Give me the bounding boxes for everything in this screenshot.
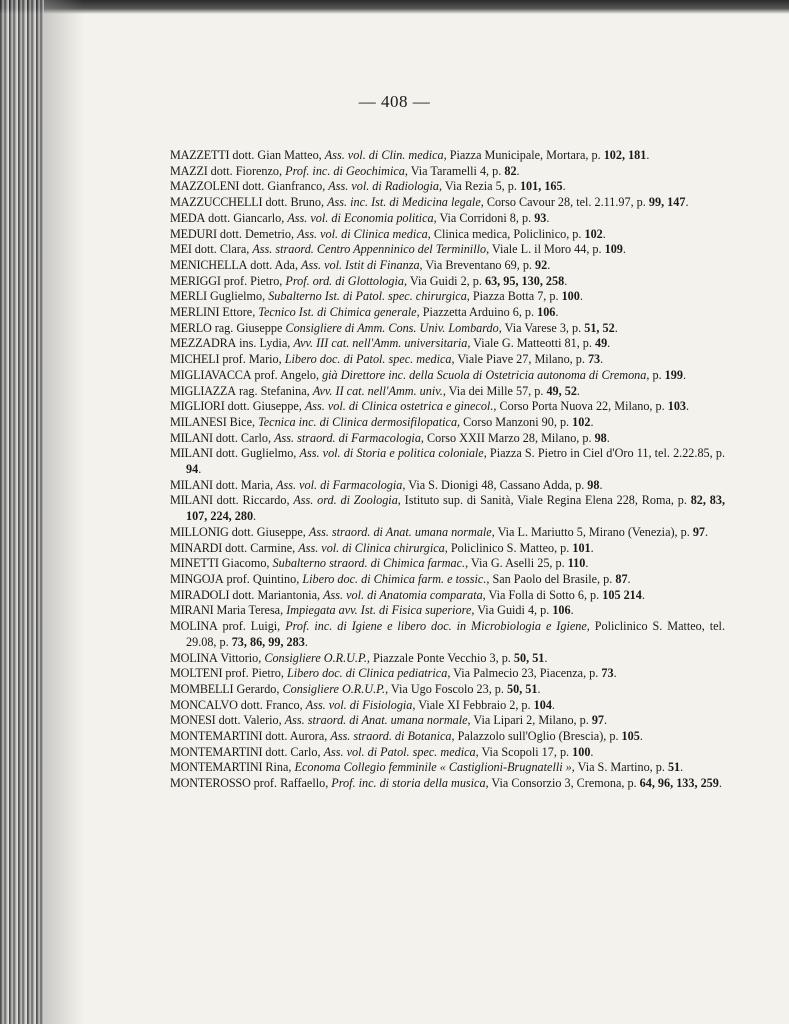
entry-title: Maria Teresa, (213, 603, 287, 618)
index-entry (170, 760, 725, 776)
entry-pages: 82, 83, 107, 224, 280 (186, 493, 725, 524)
entry-pages: 82 (504, 163, 517, 178)
entry-end: . (646, 148, 650, 162)
entry-end: . (537, 681, 541, 696)
entry-end: . (602, 226, 606, 241)
entry-role: Libero doc. di Chimica farm. e tossic. (302, 571, 487, 586)
entry-end: . (641, 587, 645, 602)
entry-address: , Via Guidi 4, p. (471, 603, 553, 618)
entry-address: , Corso Porta Nuova 22, Milano, p. (493, 399, 668, 414)
entry-end: . (614, 320, 618, 335)
entry-title: dott. Gian Matteo, (229, 148, 325, 162)
entry-role: Ass. straord. Centro Appenninico del Terminillo (252, 242, 487, 257)
entry-end: . (570, 603, 574, 618)
entry-end: . (585, 556, 589, 571)
entry-role: Ass. inc. Ist. di Medicina legale (327, 195, 481, 210)
entry-pages: 109 (604, 242, 623, 257)
entry-name: MENICHELLA (170, 257, 248, 272)
entry-address: , Piazza Botta 7, p. (466, 289, 562, 304)
entry-address: , Corso Manzoni 90, p. (457, 414, 573, 429)
entry-name: MIGLIORI (170, 399, 225, 414)
entry-title: Rina, (262, 760, 295, 775)
entry-name: MONESI (170, 713, 216, 728)
entry-name: MONTEMARTINI (170, 760, 263, 775)
entry-title: Giacomo, (218, 556, 273, 571)
entry-name: MOLINA (170, 650, 218, 665)
index-entry (170, 603, 725, 619)
entry-name: MERLINI (170, 305, 220, 320)
entry-address: , Via Taramelli 4, p. (404, 163, 505, 178)
index-entry (170, 525, 725, 541)
entry-address: , Viale G. Matteotti 81, p. (467, 336, 595, 351)
entry-title: Vittorio, (217, 650, 265, 665)
entry-title: rag. Stefanina, (235, 383, 313, 398)
entry-role: Ass. vol. Istit di Finanza (301, 257, 420, 272)
entry-end: . (639, 729, 643, 744)
entry-title: dott. Gianfranco, (239, 179, 329, 194)
entry-end: . (627, 571, 631, 586)
entry-name: MOLTENI (170, 666, 223, 681)
entry-name: MILANI (170, 493, 213, 508)
entry-pages: 102, 181 (603, 148, 647, 162)
index-entry (170, 651, 725, 667)
entry-name: MONTEROSSO (170, 776, 251, 791)
entry-role: Libero doc. di Patol. spec. medica (284, 352, 452, 367)
entry-role: Ass. straord. di Anat. umana normale (284, 713, 468, 728)
index-entry (170, 305, 725, 321)
entry-pages: 105 214 (602, 587, 642, 602)
entry-pages: 105 (621, 729, 640, 744)
index-entry (170, 242, 725, 258)
entry-title: prof. Pietro, (222, 666, 287, 681)
entry-end: . (555, 305, 559, 320)
entry-pages: 73 (601, 666, 614, 681)
entry-name: MAZZETTI (170, 148, 230, 162)
index-entry (170, 415, 725, 431)
index-entry (170, 713, 725, 729)
index-entry (170, 289, 725, 305)
entry-address: , Via Breventano 69, p. (419, 257, 536, 272)
entry-role: Subalterno straord. di Chimica farmac. (272, 556, 466, 571)
entry-pages: 64, 96, 133, 259 (639, 776, 719, 791)
entry-title: dott. Riccardo, (212, 493, 294, 508)
entry-address: , Via Rezia 5, p. (439, 179, 520, 194)
entry-pages: 49 (594, 336, 608, 351)
entry-title: dott. Bruno, (262, 195, 328, 210)
entry-address: , Viale Piave 27, Milano, p. (451, 352, 588, 367)
entry-pages: 97 (591, 713, 605, 728)
entry-name: MICHELI (170, 352, 220, 367)
entry-address: , Palazzolo sull'Oglio (Brescia), p. (451, 729, 622, 744)
entry-role: Ass. vol. di Clinica medica (297, 226, 428, 241)
entry-title: Guglielmo, (206, 289, 269, 304)
entry-role: Ass. vol. di Patol. spec. medica (323, 744, 476, 759)
index-entry (170, 321, 725, 337)
scan-binding-shadow (44, 0, 84, 1024)
entry-address: , Via Consorzio 3, Cremona, p. (485, 776, 640, 791)
entry-name: MAZZI (170, 163, 208, 178)
entry-pages: 110 (567, 556, 586, 571)
entry-end: . (253, 509, 257, 524)
entry-pages: 100 (572, 744, 591, 759)
entry-pages: 50, 51 (513, 650, 545, 665)
entry-role: Prof. inc. di Igiene e libero doc. in Microbiologia e Igiene (285, 619, 587, 634)
entry-name: MIRANI (170, 603, 214, 618)
entry-pages: 104 (533, 697, 552, 712)
index-entry (170, 164, 725, 180)
entry-role: Consigliere di Amm. Cons. Univ. Lombardo (285, 320, 499, 335)
index-entry (170, 352, 725, 368)
index-entry (170, 368, 725, 384)
entry-name: MINARDI (170, 540, 223, 555)
entry-pages: 92 (535, 257, 548, 272)
entry-address: , Via G. Aselli 25, p. (465, 556, 568, 571)
entry-role: Impiegata avv. Ist. di Fisica superiore (286, 603, 472, 618)
entry-title: dott. Guglielmo, (212, 446, 300, 461)
entry-pages: 199 (664, 367, 683, 382)
entry-pages: 102 (584, 226, 603, 241)
entry-role: Subalterno Ist. di Patol. spec. chirurgica (268, 289, 467, 304)
entry-role: Ass. straord. di Anat. umana normale (308, 524, 492, 539)
entry-title: prof. Mario, (219, 352, 285, 367)
entry-pages: 93 (534, 210, 547, 225)
entry-end: . (705, 524, 709, 539)
entry-pages: 99, 147 (648, 195, 686, 210)
entry-role: Ass. vol. di Radiologia (328, 179, 439, 194)
entry-pages: 51, 52 (584, 320, 615, 335)
entry-pages: 94 (186, 462, 199, 477)
entry-address: , Policlinico S. Matteo, tel. 29.08, p. (186, 619, 725, 649)
entry-end: . (516, 163, 520, 178)
entry-pages: 49, 52 (546, 383, 577, 398)
page-number: — 408 — (358, 92, 431, 111)
entry-name: MERLO (170, 320, 212, 335)
entry-role: Avv. II cat. nell'Amm. univ. (312, 383, 443, 398)
index-entry (170, 399, 725, 415)
entry-address: , Piazzetta Arduino 6, p. (416, 305, 538, 320)
index-entry (170, 698, 725, 714)
entry-end: . (551, 697, 555, 712)
entry-end: . (304, 634, 308, 649)
entry-title: dott. Valerio, (215, 713, 285, 728)
entry-address: , Via S. Martino, p. (571, 760, 668, 775)
entry-end: . (686, 399, 690, 414)
entry-address: , Corso XXII Marzo 28, Milano, p. (420, 430, 595, 445)
entry-name: MILANESI (170, 414, 227, 429)
entry-pages: 50, 51 (507, 681, 538, 696)
entry-role: Consigliere O.R.U.P. (264, 650, 367, 665)
index-entry (170, 541, 725, 557)
entry-pages: 98 (587, 477, 600, 492)
entry-title: Bice, (226, 414, 259, 429)
entry-title: dott. Giuseppe, (228, 524, 309, 539)
entry-address: , Via Lipari 2, Milano, p. (467, 713, 592, 728)
entry-address: , Clinica medica, Policlinico, p. (427, 226, 585, 241)
entry-end: . (685, 195, 689, 210)
entry-pages: 103 (667, 399, 686, 414)
entry-end: . (590, 744, 594, 759)
entry-title: prof. Pietro, (220, 273, 286, 288)
index-entry (170, 148, 725, 164)
entry-title: ins. Lydia, (236, 336, 294, 351)
entry-end: . (579, 289, 583, 304)
entry-role: Ass. vol. di Storia e politica coloniale (299, 446, 484, 461)
entry-address: , Viale XI Febbraio 2, p. (412, 697, 534, 712)
entry-title: dott. Aurora, (262, 729, 331, 744)
entry-role: Ass. straord. di Farmacologia (274, 430, 421, 445)
entry-name: MIGLIAVACCA (170, 367, 252, 382)
index-entry (170, 179, 725, 195)
index-entry (170, 776, 725, 792)
entry-title: dott. Demetrio, (216, 226, 298, 241)
entry-title: dott. Franco, (237, 697, 306, 712)
index-entries (170, 148, 725, 792)
entry-name: MEZZADRA (170, 336, 237, 351)
entry-title: dott. Clara, (191, 242, 253, 257)
entry-end: . (600, 352, 604, 367)
entry-end: . (544, 650, 548, 665)
entry-pages: 102 (572, 414, 591, 429)
entry-address: , Policlinico S. Matteo, p. (444, 540, 573, 555)
entry-address: , Via Varese 3, p. (498, 320, 585, 335)
index-entry (170, 446, 725, 477)
entry-pages: 73 (587, 352, 601, 367)
entry-end: . (547, 257, 551, 272)
index-entry (170, 274, 725, 290)
entry-role: Ass. vol. di Fisiologia (305, 697, 413, 712)
entry-name: MERLI (170, 289, 207, 304)
entry-address: , Piazzale Ponte Vecchio 3, p. (366, 650, 514, 665)
entry-role: Ass. vol. di Farmacologia (276, 477, 403, 492)
entry-address: , Via Ugo Foscolo 23, p. (385, 681, 507, 696)
entry-end: . (590, 414, 594, 429)
entry-title: prof. Raffaello, (250, 776, 332, 791)
entry-name: MAZZOLENI (170, 179, 240, 194)
index-entry (170, 227, 725, 243)
entry-pages: 101, 165 (519, 179, 563, 194)
entry-title: dott. Carmine, (222, 540, 299, 555)
entry-end: . (682, 367, 686, 382)
entry-name: MEDA (170, 210, 206, 225)
entry-name: MERIGGI (170, 273, 221, 288)
entry-role: Ass. vol. di Clin. medica (324, 148, 444, 162)
entry-role: Tecnico Ist. di Chimica generale (258, 305, 417, 320)
entry-role: già Direttore inc. della Scuola di Ostetricia autonoma di Cremona (322, 367, 647, 382)
entry-name: MOMBELLI (170, 681, 234, 696)
entry-role: Ass. ord. di Zoologia (293, 493, 398, 508)
entry-role: Consigliere O.R.U.P. (282, 681, 386, 696)
entry-title: prof. Luigi, (217, 619, 286, 634)
entry-address: , p. (646, 367, 665, 382)
entry-title: dott. Giuseppe, (224, 399, 305, 414)
entry-end: . (599, 477, 603, 492)
entry-end: . (576, 383, 580, 398)
index-entry (170, 431, 725, 447)
entry-name: MINGOJA (170, 571, 224, 586)
entry-pages: 63, 95, 130, 258 (484, 273, 565, 288)
entry-name: MEI (170, 242, 192, 257)
index-entry (170, 478, 725, 494)
entry-address: , Via Corridoni 8, p. (433, 210, 535, 225)
entry-address: , San Paolo del Brasile, p. (486, 571, 616, 586)
entry-address: , Via L. Mariutto 5, Mirano (Venezia), p. (491, 524, 693, 539)
index-entry (170, 588, 725, 604)
entry-role: Prof. ord. di Glottologia (285, 273, 404, 288)
entry-end: . (564, 273, 568, 288)
entry-name: MEDURI (170, 226, 217, 241)
entry-pages: 106 (552, 603, 571, 618)
entry-end: . (562, 179, 566, 194)
entry-address: , Piazza S. Pietro in Ciel d'Oro 11, tel. 2.22.85, p. (483, 446, 725, 461)
entry-title: prof. Angelo, (251, 367, 323, 382)
entry-role: Ass. vol. di Clinica ostetrica e ginecol. (304, 399, 494, 414)
entry-end: . (622, 242, 626, 257)
entry-address: , Corso Cavour 28, tel. 2.11.97, p. (480, 195, 649, 210)
entry-name: MIGLIAZZA (170, 383, 236, 398)
entry-name: MILANI (170, 430, 213, 445)
entry-address: , Via S. Dionigi 48, Cassano Adda, p. (402, 477, 588, 492)
entry-title: dott. Mariantonia, (229, 587, 324, 602)
index-entry (170, 682, 725, 698)
entry-pages: 87 (615, 571, 628, 586)
index-entry (170, 729, 725, 745)
entry-title: dott. Giancarlo, (205, 210, 288, 225)
scan-binding-edge (0, 0, 44, 1024)
index-entry (170, 666, 725, 682)
index-entry (170, 493, 725, 524)
index-entry (170, 258, 725, 274)
entry-end: . (680, 760, 684, 775)
entry-title: rag. Giuseppe (211, 320, 286, 335)
entry-role: Prof. inc. di Geochimica (285, 163, 405, 178)
entry-title: Ettore, (219, 305, 259, 320)
entry-pages: 106 (537, 305, 556, 320)
entry-role: Ass. straord. di Botanica (330, 729, 452, 744)
entry-role: Ass. vol. di Clinica chirurgica (298, 540, 445, 555)
entry-pages: 73, 86, 99, 283 (231, 634, 305, 649)
entry-address: , Via dei Mille 57, p. (442, 383, 547, 398)
entry-title: dott. Fiorenzo, (207, 163, 286, 178)
entry-pages: 98 (594, 430, 607, 445)
entry-end: . (604, 713, 608, 728)
entry-pages: 97 (692, 524, 706, 539)
entry-title: prof. Quintino, (223, 571, 303, 586)
entry-address: , Viale L. il Moro 44, p. (486, 242, 605, 257)
entry-role: Avv. III cat. nell'Amm. universitaria (293, 336, 468, 351)
entry-name: MONTEMARTINI (170, 744, 263, 759)
entry-address: , Via Guidi 2, p. (404, 273, 485, 288)
entry-name: MILLONIG (170, 524, 229, 539)
entry-end: . (718, 776, 722, 791)
entry-end: . (198, 462, 202, 477)
entry-name: MONTEMARTINI (170, 729, 263, 744)
entry-address: , Piazza Municipale, Mortara, p. (443, 148, 604, 162)
scan-top-edge (0, 0, 789, 14)
entry-end: . (546, 210, 550, 225)
entry-address: , Via Folla di Sotto 6, p. (482, 587, 603, 602)
entry-address: , Via Scopoli 17, p. (475, 744, 573, 759)
entry-role: Ass. vol. di Economia politica (287, 210, 434, 225)
index-entry (170, 195, 725, 211)
entry-pages: 101 (572, 540, 591, 555)
entry-end: . (590, 540, 594, 555)
entry-pages: 51 (667, 760, 681, 775)
entry-name: MILANI (170, 477, 213, 492)
entry-name: MOLINA (170, 619, 218, 634)
entry-name: MIRADOLI (170, 587, 230, 602)
index-entry (170, 384, 725, 400)
entry-role: Prof. inc. di storia della musica (331, 776, 486, 791)
index-entry (170, 745, 725, 761)
entry-role: Economa Collegio femminile « Castiglioni-Brugnatelli » (294, 760, 572, 775)
entry-role: Libero doc. di Clinica pediatrica (286, 666, 448, 681)
entry-pages: 100 (561, 289, 580, 304)
entry-title: dott. Carlo, (212, 430, 275, 445)
index-entry (170, 556, 725, 572)
entry-title: dott. Carlo, (262, 744, 324, 759)
index-entry (170, 619, 725, 650)
entry-end: . (607, 336, 611, 351)
entry-end: . (613, 666, 617, 681)
entry-title: dott. Maria, (212, 477, 277, 492)
entry-title: Gerardo, (233, 681, 283, 696)
entry-address: , Istituto sup. di Sanità, Viale Regina Elena 228, Roma, p. (397, 493, 691, 508)
entry-name: MILANI (170, 446, 213, 461)
index-entry (170, 336, 725, 352)
entry-name: MAZZUCCHELLI (170, 195, 263, 210)
entry-name: MINETTI (170, 556, 219, 571)
entry-role: Tecnica inc. di Clinica dermosifilopatica (258, 414, 458, 429)
index-entry (170, 572, 725, 588)
index-entry (170, 211, 725, 227)
entry-address: , Via Palmecio 23, Piacenza, p. (447, 666, 602, 681)
entry-end: . (606, 430, 610, 445)
entry-role: Ass. vol. di Anatomia comparata (323, 587, 483, 602)
entry-name: MONCALVO (170, 697, 238, 712)
entry-title: dott. Ada, (247, 257, 302, 272)
